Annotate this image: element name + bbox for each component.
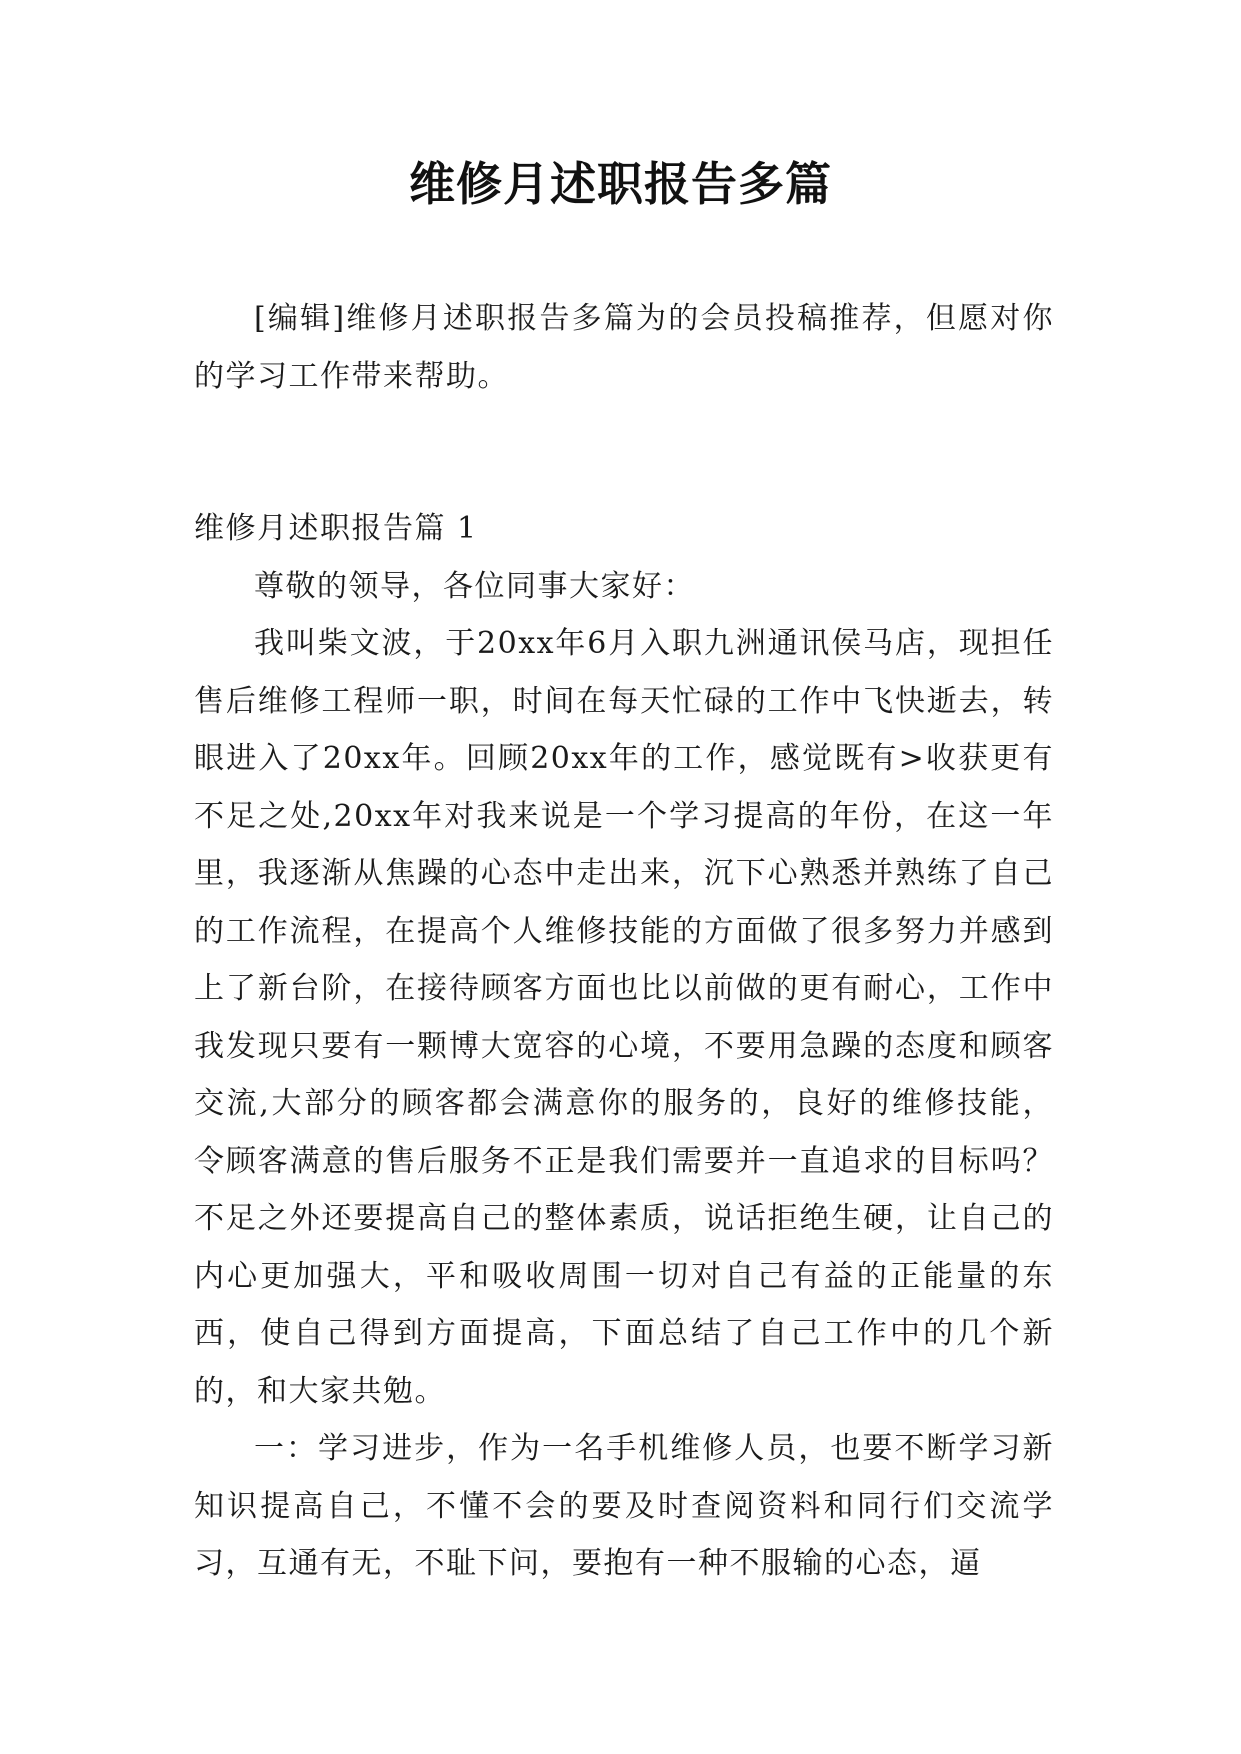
greeting-paragraph: 尊敬的领导，各位同事大家好： (254, 568, 695, 604)
body-paragraph-2: 一：学习进步，作为一名手机维修人员，也要不断学习新知识提高自己，不懂不会的要及时查阅资料和同行们交流学习，互通有无，不耻下问，要抱有一种不服输的心态，逼 (194, 1431, 1054, 1581)
body-paragraph-1: 我叫柴文波，于20xx年6月入职九洲通讯侯马店，现担任售后维修工程师一职，时间在每天忙碌的工作中飞快逝去，转眼进入了20xx年。回顾20xx年的工作，感觉既有>收获更有不足之处,20xx年对我来说是一个学习提高的年份，在这一年里，我逐渐从焦躁的心态中走出来，沉下心熟悉并熟练了自己的工作流程，在提高个人维修技能的方面做了很多努力并感到上了新台阶，在接待顾客方面也比以前做的更有耐心，工作中我发现只要有一颗博大宽容的心境，不要用急躁的态度和顾客交流,大部分的顾客都会满意你的服务的，良好的维修技能，令顾客满意的售后服务不正是我们需要并一直追求的目标吗？不足之外还要提高自己的整体素质，说话拒绝生硬，让自己的内心更加强大，平和吸收周围一切对自己有益的正能量的东西，使自己得到方面提高，下面总结了自己工作中的几个新的，和大家共勉。 (194, 626, 1054, 1409)
section-heading: 维修月述职报告篇 1 (194, 511, 478, 546)
document-title: 维修月述职报告多篇 (409, 157, 832, 211)
intro-paragraph: [编辑]维修月述职报告多篇为的会员投稿推荐，但愿对你的学习工作带来帮助。 (194, 301, 1054, 394)
document-body (194, 290, 1054, 1593)
